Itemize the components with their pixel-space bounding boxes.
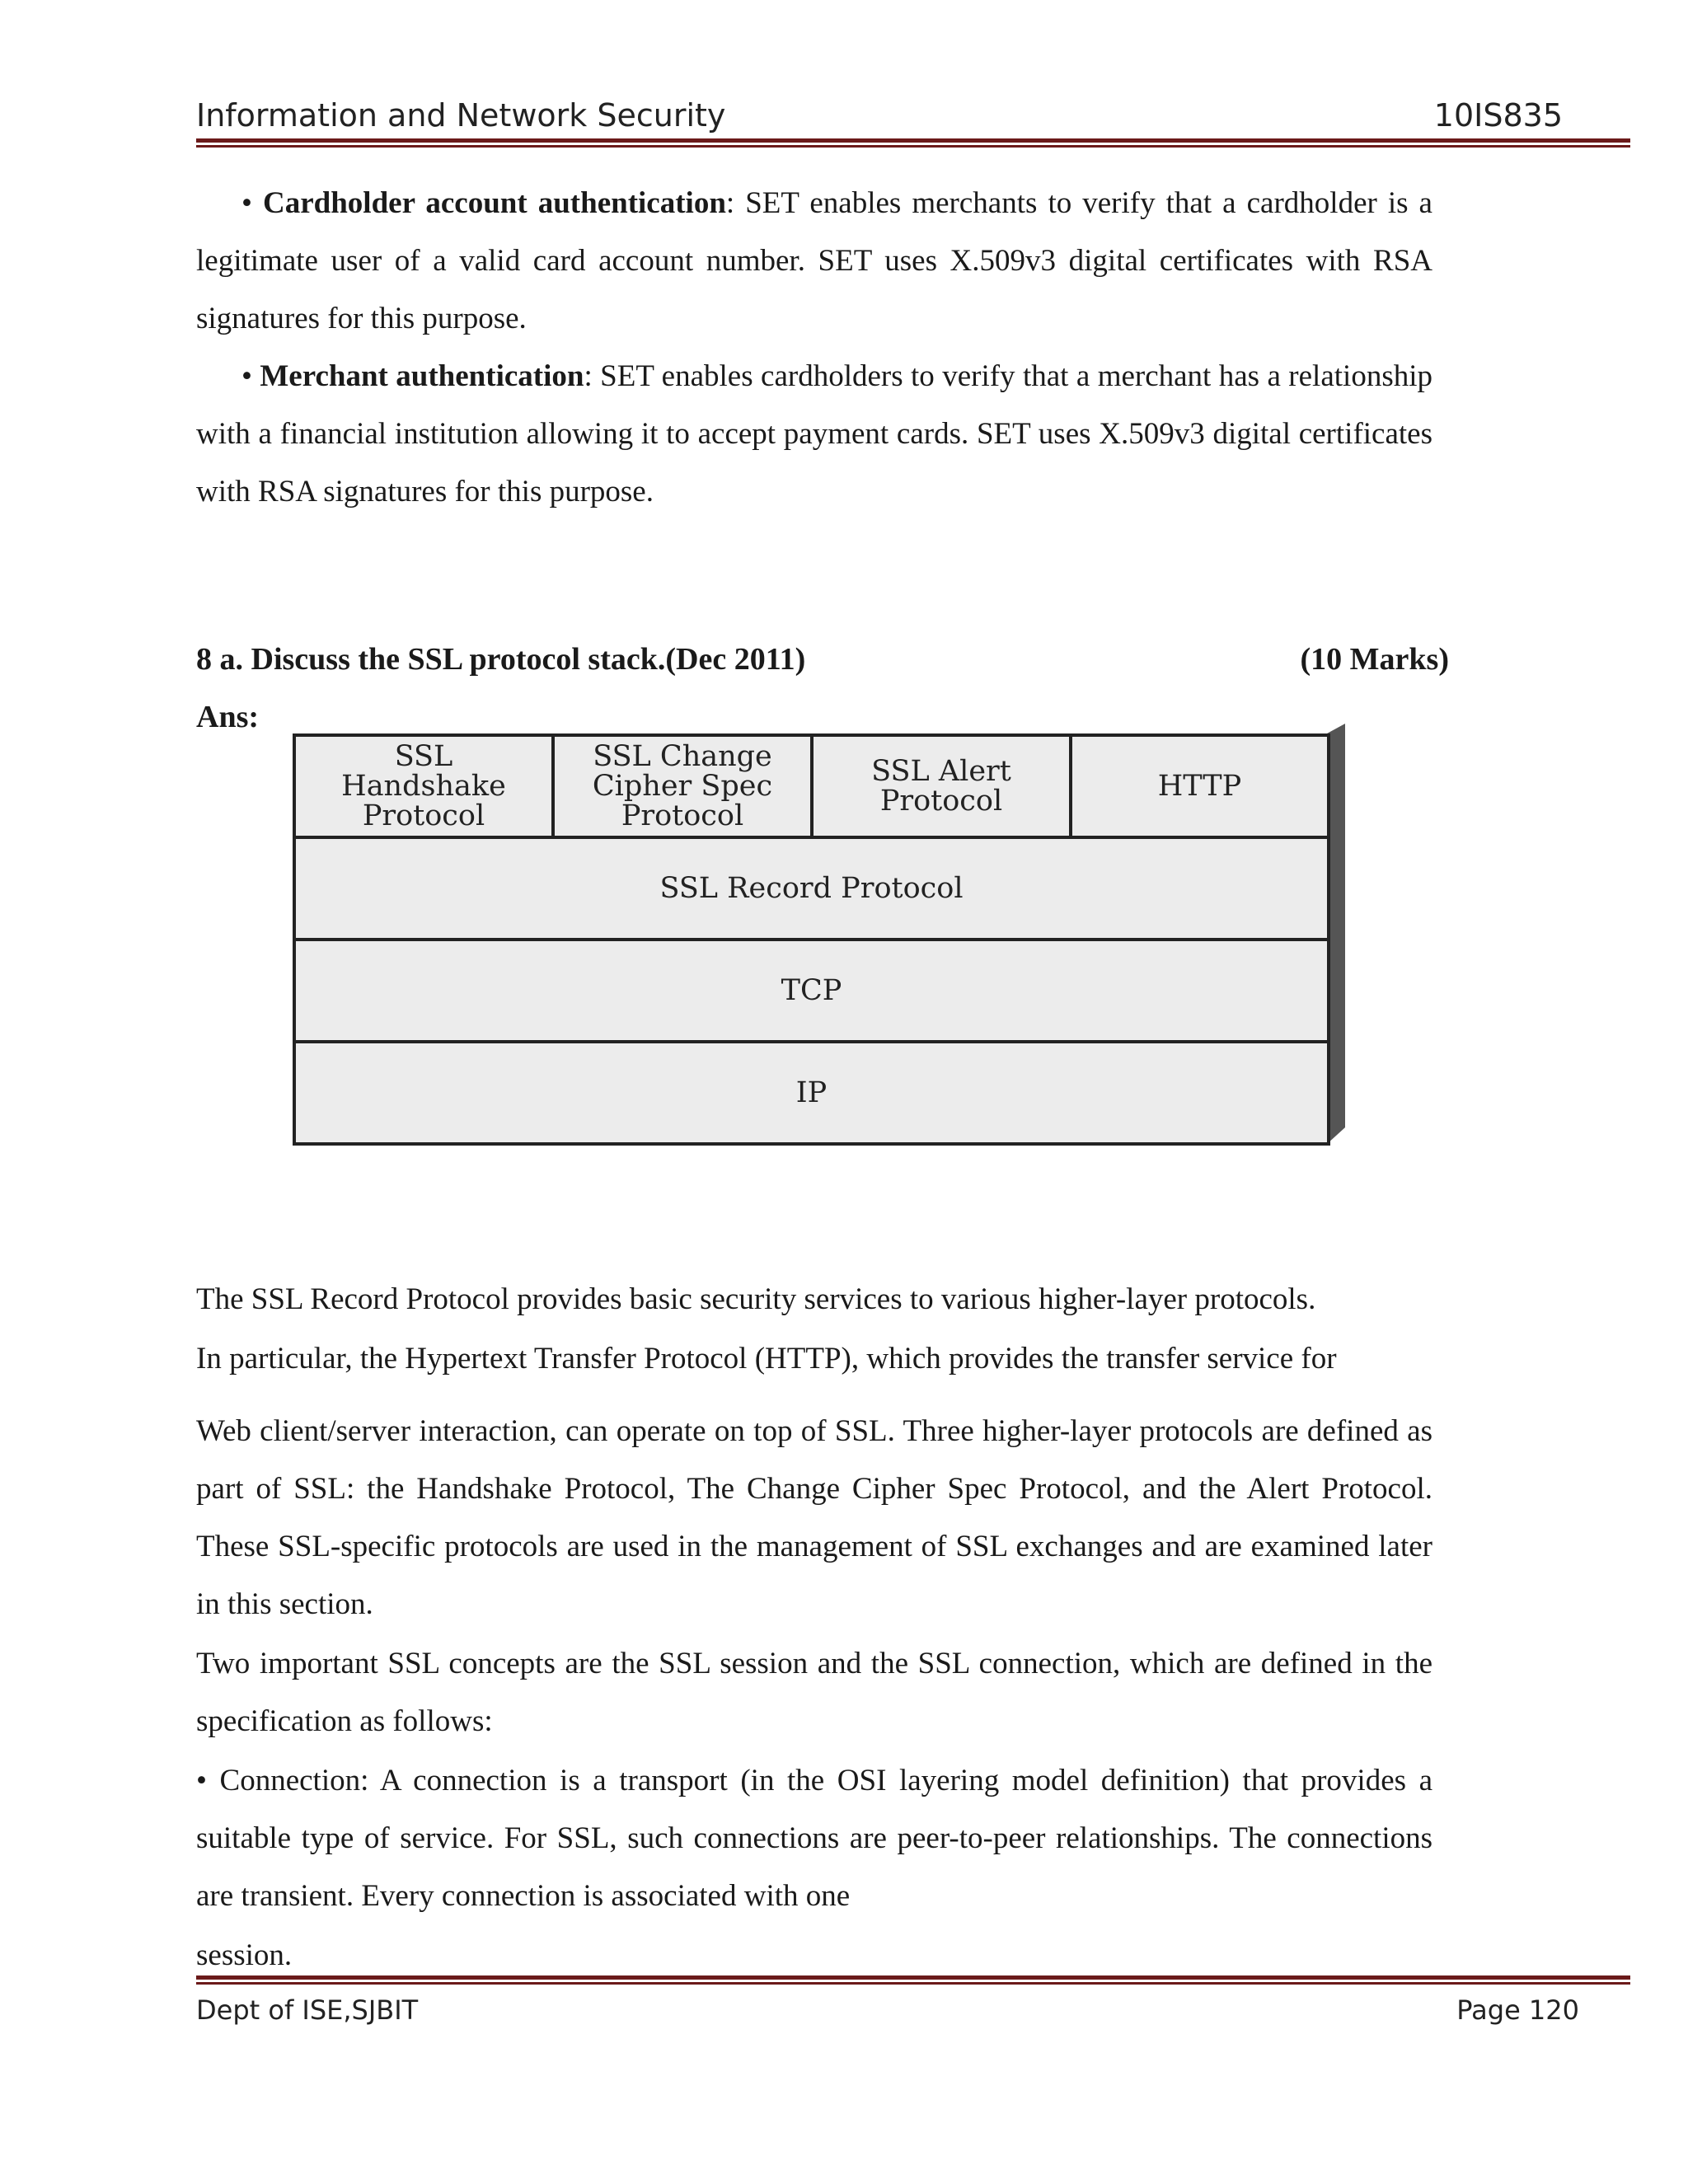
header-code: 10IS835	[1433, 97, 1563, 134]
cell-ip: IP	[293, 1040, 1330, 1146]
cell-tcp: TCP	[293, 938, 1330, 1043]
cell-ssl-record-protocol: SSL Record Protocol	[293, 836, 1330, 941]
question-text: 8 a. Discuss the SSL protocol stack.(Dec 2011)	[196, 642, 806, 677]
question-marks: (10 Marks)	[1300, 642, 1449, 677]
body-paragraph-connection: • Connection: A connection is a transport (in the OSI layering model definition) that provides a suitable type of service. For SSL, such connections are peer-to-peer relationships. The connections are transient. Every connection is associated with one	[196, 1764, 1432, 1913]
footer-dept: Dept of ISE,SJBIT	[196, 1994, 419, 2026]
body-paragraph-session: session.	[196, 1938, 293, 1972]
cell-ssl-alert: SSL Alert Protocol	[810, 733, 1072, 839]
header-rule-thin	[196, 145, 1630, 148]
footer-rule	[196, 1975, 1630, 1980]
bullet-text: : SET enables merchants to verify that a cardholder is a legitimate user of a valid card account number. SET uses X.509v3 digital certificates with RSA signatures for this purpose.	[196, 186, 1432, 335]
bullet-merchant-auth: • Merchant authentication: SET enables cardholders to verify that a merchant has a relationship with a financial institution allowing it to accept payment cards. SET uses X.509v3 digital certificates with RSA signatures for this purpose.	[196, 359, 1432, 509]
ssl-protocol-stack-diagram	[293, 724, 1356, 1146]
footer-rule-thin	[196, 1982, 1630, 1985]
body-line-1: The SSL Record Protocol provides basic security services to various higher-layer protocols.	[196, 1282, 1316, 1316]
bullet-term: Cardholder account authentication	[263, 186, 726, 220]
footer-page-number: Page 120	[1456, 1994, 1579, 2026]
question-heading	[196, 641, 1449, 677]
cell-ssl-handshake: SSL Handshake Protocol	[293, 733, 555, 839]
body-paragraph-2: Two important SSL concepts are the SSL session and the SSL connection, which are defined in the specification as follows:	[196, 1647, 1432, 1738]
body-paragraph-1: Web client/server interaction, can operate on top of SSL. Three higher-layer protocols are defined as part of SSL: the Handshake Protocol, The Change Cipher Spec Protocol, and the Alert Protocol. These SSL-specific protocols are used in the management of SSL exchanges and are examined later in this section.	[196, 1414, 1432, 1621]
header-title: Information and Network Security	[196, 97, 726, 134]
bullet-text: : SET enables cardholders to verify that a merchant has a relationship with a financial institution allowing it to accept payment cards. SET uses X.509v3 digital certificates with RSA signatures for this purpose.	[196, 359, 1432, 509]
bullet-term: Merchant authentication	[260, 359, 584, 393]
answer-label: Ans:	[196, 700, 260, 734]
bullet-cardholder-auth: • Cardholder account authentication: SET enables merchants to verify that a cardholder is a legitimate user of a valid card account number. SET uses X.509v3 digital certificates with RSA signatures for this purpose.	[196, 186, 1432, 335]
cell-ssl-change-cipher-spec: SSL Change Cipher Spec Protocol	[551, 733, 814, 839]
body-line-2: In particular, the Hypertext Transfer Protocol (HTTP), which provides the transfer service for	[196, 1342, 1337, 1376]
header-rule	[196, 138, 1630, 143]
cell-http: HTTP	[1069, 733, 1330, 839]
